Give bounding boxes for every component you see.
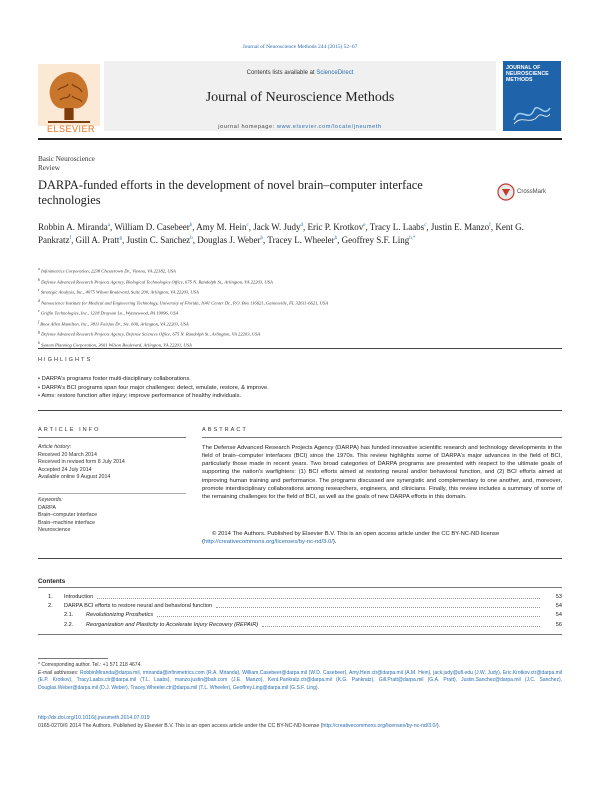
author-affiliation-mark[interactable]: c — [424, 223, 427, 228]
toc-page-number: 54 — [555, 603, 562, 610]
article-info-rule — [38, 437, 186, 438]
author-name[interactable]: Kent G. Pankratz — [38, 222, 524, 245]
affiliation-item — [38, 276, 558, 287]
section-type-line-2: Review — [38, 164, 60, 172]
toc-number: 1. — [48, 594, 53, 600]
article-history-label: Article history: — [38, 444, 72, 450]
section-type — [38, 155, 95, 173]
toc-page-number: 56 — [555, 621, 562, 628]
affiliation-item — [38, 307, 558, 318]
issn-end: ). — [436, 723, 441, 729]
email-list[interactable]: RobbinMiranda@darpa.mil, rmiranda@infinimetrics.com (R.A. Miranda), William.Casebeer@darpa.mil (W.D. Casebeer), Amy.Hein.ctr@darpa.mil (A.M. Hein), jack.judy@ufl.edu (J.W. Judy), Eric.Krotkov.ctr@darpa.mil (E.P. Krotkov), Tracy.Laabs.ctr@darpa.mil (T.L. Laabs), manzo.justin@bah.com (J.E. Manzo), Kent.Pankratz.ctr@darpa.mil (K.G. Pankratz), Gill.Pratt@darpa.mil (G.A. Pratt), Justin.Sanchez@darpa.mil (J.C. Sanchez), Douglas.Weber@darpa.mil (D.J. Weber), Tracey.Wheeler.ctr@darpa.mil (T.L. Wheeler), Geoffrey.Ling@darpa.mil (G.S.F. Ling). — [38, 669, 562, 691]
affiliation-list — [38, 265, 558, 349]
header-rule — [38, 138, 562, 140]
affiliation-item — [38, 297, 558, 308]
section-type-line-1: Basic Neuroscience — [38, 155, 95, 163]
author-affiliation-mark[interactable]: g — [119, 236, 122, 241]
keywords-block — [38, 497, 188, 535]
author-list: Robbin A. Miranda$^a$, William D. Casebeer$^b$, Amy M. Hein$^c$, Jack W. Judy$^d$, Eric P. Krotkov$^e$, Tracy L. Laabs$^c$, Justin E. Manzo$^f$, Kent G. Pankratz$^f$, Gill A. Pratt$^g$, Justin C. Sanchez$^b$, Douglas J. Weber$^b$, Tracey L. Wheeler$^h$, Geoffrey S.F. Ling$^{b,*}$ — [38, 222, 524, 245]
doi-link[interactable]: http://dx.doi.org/10.1016/j.jneumeth.2014.07.019 — [38, 715, 150, 721]
author-affiliation-mark[interactable]: b — [260, 236, 264, 241]
crossmark-label[interactable]: CrossMark — [517, 189, 547, 195]
toc-leader-dots — [157, 616, 540, 617]
article-title: DARPA-funded efforts in the development of novel brain–computer interface technologies — [38, 178, 423, 207]
abstract-rule — [202, 437, 562, 438]
abstract-text: The Defense Advanced Research Projects Agency (DARPA) has funded innovative scientific research and technology developments in the field of brain–computer interfaces (BCI) since the 1970s. This review highlights some of DARPA's major advances in the field of BCI, particularly those made in recent years. Two broad categories of DARPA programs are presented with respect to the ultimate goals of supporting the nation's warfighters: (1) BCI efforts aimed at restoring neural and/or behavioral function, and (2) BCI efforts aimed at improving human training and performance. The programs discussed are synergistic and complementary to one another, and, moreover, promote interdisciplinary collaborations among researchers, engineers, and clinicians. Finally, this review includes a summary of some of the remaining challenges for the field of BCI, as well as the goals of new DARPA efforts in this domain. — [202, 445, 562, 500]
toc-page-number: 53 — [555, 594, 562, 600]
author-affiliation-mark[interactable]: b — [189, 223, 193, 228]
author-affiliation-mark[interactable]: h — [334, 236, 338, 241]
article-history — [38, 444, 188, 482]
journal-cover-title: JOURNAL OF NEUROSCIENCE METHODS — [506, 65, 549, 83]
received-date: Received 20 March 2014 — [38, 451, 97, 458]
affiliation-item — [38, 265, 558, 276]
highlights-bottom-rule — [38, 410, 562, 411]
author-name[interactable]: Tracy L. Laabs — [369, 222, 425, 232]
affiliation-text: Booz Allen Hamilton, Inc., 3811 Fairfax Dr., Ste. 600, Arlington, VA 22203, USA — [40, 321, 189, 327]
revised-date: Received in revised form 8 July 2014 — [38, 459, 125, 466]
abstract-heading: ABSTRACT — [202, 427, 248, 433]
contents-available-line — [104, 70, 496, 76]
footnotes — [38, 662, 562, 692]
keyword: Brain–machine interface — [38, 519, 96, 526]
author-name[interactable]: Amy M. Hein — [196, 222, 247, 232]
author-affiliation-mark[interactable]: d — [300, 223, 303, 228]
copyright-text: © 2014 The Authors. Published by Elsevier B.V. This is an open access article under the CC BY-NC-ND license ( — [202, 531, 500, 546]
corresponding-author-note: * Corresponding author. Tel.: +1 571 218 4674. — [38, 662, 142, 668]
author-affiliation-mark[interactable]: f — [69, 236, 72, 241]
online-date: Available online 9 August 2014 — [38, 474, 111, 481]
affiliation-text: Griffin Technologies, Inc., 1218 Drayson Ln., Wynnewood, PA 19096, USA — [40, 310, 179, 316]
keyword: DARPA — [38, 504, 56, 511]
affiliation-item — [38, 286, 558, 297]
author-name[interactable]: Eric P. Krotkov — [307, 222, 364, 232]
author-name[interactable]: Justin C. Sanchez — [126, 235, 191, 245]
contents-rule — [38, 587, 562, 588]
affiliation-key: a — [38, 267, 40, 271]
journal-homepage-line — [104, 124, 496, 130]
author-name[interactable]: William D. Casebeer — [114, 222, 190, 232]
toc-number: 2.1. — [64, 612, 74, 619]
affiliation-text: Nanoscience Institute for Medical and Engineering Technology, University of Florida, 1041 Center Dr., P.O. Box 116621, Gainesville, FL 32611-6621, USA — [41, 300, 329, 306]
contents-bottom-rule — [38, 634, 562, 635]
homepage-label: journal homepage: — [218, 124, 277, 130]
affiliation-key: d — [38, 298, 40, 303]
journal-title: Journal of Neuroscience Methods — [205, 90, 395, 105]
email-addresses-note — [38, 670, 562, 693]
affiliation-item — [38, 318, 558, 329]
toc-number: 2. — [48, 603, 53, 610]
toc-entry[interactable] — [38, 611, 562, 620]
toc-title[interactable]: DARPA BCI efforts to restore neural and behavioral function — [64, 603, 213, 610]
elsevier-tree-logo-icon — [38, 62, 100, 128]
article-info-heading: ARTICLE INFO — [38, 427, 101, 433]
affiliation-key: h — [38, 340, 40, 345]
highlights-top-rule — [38, 348, 562, 349]
highlights-heading: HIGHLIGHTS — [38, 357, 93, 363]
affiliation-key: b — [38, 277, 40, 282]
toc-entry[interactable] — [38, 602, 562, 611]
affiliation-key: g — [38, 330, 40, 335]
affiliation-text: Defense Advanced Research Projects Agency, Defense Sciences Office, 675 N. Randolph St., Arlington, VA 22203, USA — [41, 331, 261, 337]
author-name[interactable]: Gill A. Pratt — [75, 235, 120, 245]
abstract-bottom-rule — [38, 558, 562, 559]
author-affiliation-mark[interactable]: f — [489, 223, 491, 228]
toc-title[interactable]: Reorganization and Plasticity to Accelerate Injury Recovery (REPAIR) — [86, 621, 259, 628]
accepted-date: Accepted 24 July 2014 — [38, 466, 92, 473]
keyword: Brain–computer interface — [38, 512, 98, 519]
toc-leader-dots — [262, 626, 540, 627]
affiliation-key: f — [38, 319, 40, 324]
toc-entry[interactable] — [38, 593, 562, 602]
toc-page-number: 54 — [555, 612, 562, 619]
affiliation-text: Strategic Analysis, Inc., 4075 Wilson Boulevard, Suite 200, Arlington, VA 22203, USA — [40, 289, 199, 295]
homepage-link[interactable]: www.elsevier.com/locate/jneumeth — [277, 124, 382, 130]
author-affiliation-mark[interactable]: c — [246, 223, 249, 228]
author-name[interactable]: Justin E. Manzo — [430, 222, 490, 232]
affiliation-key: e — [38, 309, 40, 314]
copyright-end: ). — [332, 539, 337, 546]
toc-title[interactable]: Revolutionizing Prosthetics — [86, 612, 154, 619]
author-name[interactable]: Robbin A. Miranda — [38, 222, 108, 232]
toc-entry[interactable] — [38, 621, 562, 630]
toc-number: 2.2. — [64, 621, 74, 628]
keywords-rule — [38, 493, 186, 494]
keyword: Neuroscience — [38, 527, 71, 534]
affiliation-item — [38, 328, 558, 339]
email-label: E-mail addresses: — [38, 669, 80, 676]
affiliation-text: Infinimetrics Corporation, 2238 Chesterown Dr., Vienna, VA 22182, USA — [41, 268, 176, 274]
crossmark-icon[interactable] — [497, 183, 515, 201]
contents-available-text: Contents lists available at — [246, 70, 317, 76]
publisher-name: ELSEVIER — [46, 124, 96, 134]
copyright-notice — [202, 530, 562, 546]
author-affiliation-mark[interactable]: b — [190, 236, 193, 241]
cover-graphic-icon — [512, 100, 552, 126]
affiliation-key: c — [38, 288, 40, 293]
affiliation-text: Defense Advanced Research Projects Agency, Biological Technologies Office, 675 N. Randolph St., Arlington, VA 22203, USA — [41, 279, 273, 285]
journal-citation[interactable]: Journal of Neuroscience Methods 244 (2015) 52–67 — [242, 44, 358, 50]
author-name[interactable]: Tracey L. Wheeler — [267, 235, 335, 245]
author-name[interactable]: Geoffrey S.F. Ling — [341, 235, 410, 245]
keywords-label: Keywords: — [38, 497, 63, 503]
author-name[interactable]: Douglas J. Weber — [197, 235, 261, 245]
table-of-contents — [38, 593, 562, 630]
highlight-item: • DARPA's programs foster multi-disciplinary collaborations. — [38, 376, 191, 382]
highlight-item: • Aims: restore function after injury; improve performance of healthy individuals. — [38, 393, 242, 400]
issn-text: 0165-0270/© 2014 The Authors. Published by Elsevier B.V. This is an open access article under the CC BY-NC-ND license ( — [38, 723, 323, 729]
toc-leader-dots — [216, 607, 540, 608]
license-link[interactable]: http://creativecommons.org/licenses/by-nc-nd/3.0/ — [203, 539, 333, 546]
author-affiliation-mark[interactable]: e — [363, 223, 366, 228]
author-affiliation-mark[interactable]: a — [107, 223, 110, 228]
author-name[interactable]: Jack W. Judy — [253, 222, 301, 232]
issn-license-link[interactable]: http://creativecommons.org/licenses/by-nc-nd/3.0/ — [322, 723, 437, 729]
highlight-item: • DARPA's BCI programs span four major challenges: detect, emulate, restore, & improve. — [38, 384, 269, 391]
contents-heading: Contents — [38, 578, 66, 585]
footnote-rule — [38, 658, 108, 659]
sciencedirect-link[interactable]: ScienceDirect — [316, 70, 354, 76]
toc-title[interactable]: Introduction — [64, 594, 94, 600]
highlights-list — [38, 375, 558, 401]
toc-leader-dots — [97, 598, 540, 599]
author-affiliation-mark[interactable]: b,* — [409, 236, 416, 241]
issn-line — [38, 723, 562, 729]
affiliation-text: System Planning Corporation, 3601 Wilson Boulevard, Arlington, VA 22201, USA — [41, 342, 192, 348]
